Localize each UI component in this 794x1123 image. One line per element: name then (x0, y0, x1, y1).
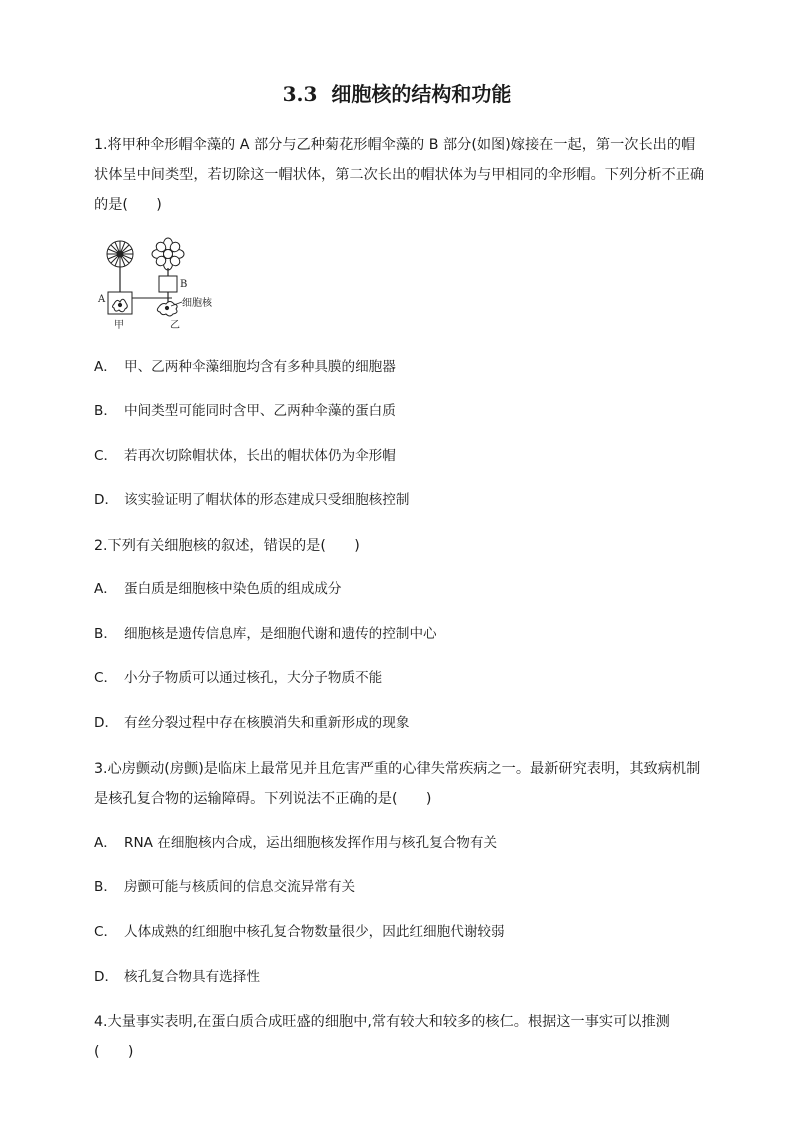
question-4-stem: 4.大量事实表明,在蛋白质合成旺盛的细胞中,常有较大和较多的核仁。根据这一事实可以推测( ) (94, 1014, 670, 1060)
box-b (159, 276, 177, 292)
question-3-option-d (94, 966, 706, 988)
label-nucleus: 细胞核 (182, 298, 212, 309)
question-1-option-c (94, 445, 706, 467)
acetabularia-grafting-figure (96, 236, 256, 340)
label-a: A (98, 294, 106, 305)
option-text: RNA 在细胞核内合成，运出细胞核发挥作用与核孔复合物有关 (124, 835, 498, 851)
option-text: 房颤可能与核质间的信息交流异常有关 (124, 879, 356, 895)
option-text: 若再次切除帽状体，长出的帽状体仍为伞形帽 (124, 448, 396, 464)
rhizoid-jia-icon (113, 299, 128, 312)
question-3-option-b (94, 876, 706, 898)
question-1-stem: 1.将甲种伞形帽伞藻的 A 部分与乙种菊花形帽伞藻的 B 部分(如图)嫁接在一起，第一次长出的帽状体呈中间类型，若切除这一帽状体，第二次长出的帽状体为与甲相同的伞形帽。下列分析不正确的是( ) (94, 137, 705, 213)
option-letter: D． (94, 492, 119, 508)
option-letter: C． (94, 670, 118, 686)
question-2-option-b (94, 623, 706, 645)
option-text: 中间类型可能同时含甲、乙两种伞藻的蛋白质 (124, 403, 396, 419)
label-jia: 甲 (114, 320, 124, 331)
label-yi: 乙 (170, 320, 180, 331)
question-2-option-d (94, 712, 706, 734)
option-letter: D． (94, 969, 119, 985)
option-text: 小分子物质可以通过核孔，大分子物质不能 (124, 670, 383, 686)
label-b: B (180, 279, 188, 290)
umbrella-cap-icon (107, 241, 133, 267)
option-letter: D． (94, 715, 119, 731)
question-3-stem: 3.心房颤动(房颤)是临床上最常见并且危害严重的心律失常疾病之一。最新研究表明，其致病机制是核孔复合物的运输障碍。下列说法不正确的是( ) (94, 761, 701, 807)
question-1-option-d (94, 489, 706, 511)
option-letter: B． (94, 879, 117, 895)
option-letter: C． (94, 448, 118, 464)
question-2-option-c (94, 667, 706, 689)
option-letter: A． (94, 359, 117, 375)
section-title: 细胞核的结构和功能 (331, 82, 512, 106)
option-text: 该实验证明了帽状体的形态建成只受细胞核控制 (124, 492, 410, 508)
option-letter: A． (94, 835, 117, 851)
option-text: 核孔复合物具有选择性 (124, 969, 260, 985)
option-letter: B． (94, 626, 117, 642)
question-2-stem: 2.下列有关细胞核的叙述，错误的是( ) (94, 538, 360, 554)
question-3-option-c (94, 921, 706, 943)
rhizoid-yi-icon (157, 302, 177, 317)
option-text: 蛋白质是细胞核中染色质的组成成分 (124, 581, 342, 597)
option-text: 人体成熟的红细胞中核孔复合物数量很少，因此红细胞代谢较弱 (124, 924, 505, 940)
option-letter: C． (94, 924, 118, 940)
option-letter: A． (94, 581, 117, 597)
option-text: 甲、乙两种伞藻细胞均含有多种具膜的细胞器 (124, 359, 396, 375)
option-text: 有丝分裂过程中存在核膜消失和重新形成的现象 (124, 715, 410, 731)
flower-cap-icon (152, 238, 184, 270)
section-number: 3.3 (282, 82, 318, 106)
page-title (0, 78, 794, 107)
question-2-option-a (94, 578, 706, 600)
option-letter: B． (94, 403, 117, 419)
question-1-option-b (94, 400, 706, 422)
option-text: 细胞核是遗传信息库，是细胞代谢和遗传的控制中心 (124, 626, 437, 642)
question-3-option-a (94, 832, 706, 854)
question-1-option-a (94, 356, 706, 378)
grafting-diagram (96, 236, 256, 340)
